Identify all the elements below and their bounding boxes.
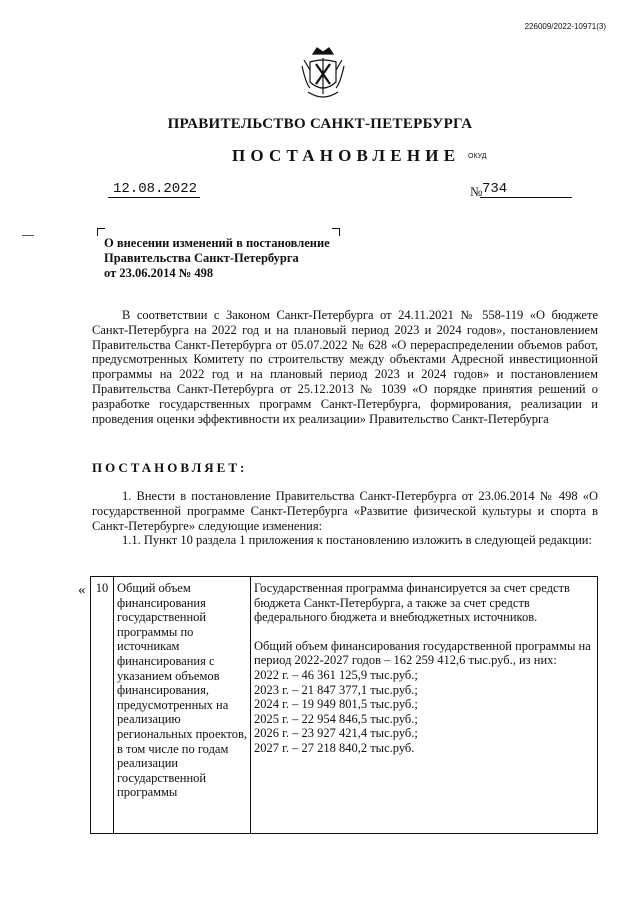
- bracket-top-right: [332, 228, 340, 236]
- date-underline: [108, 197, 200, 198]
- document-date: 12.08.2022: [113, 181, 198, 197]
- subject-line: Правительства Санкт-Петербурга: [104, 251, 299, 265]
- year-amount: 2024 г. – 19 949 801,5 тыс.руб.;: [254, 697, 418, 712]
- government-title: ПРАВИТЕЛЬСТВО САНКТ-ПЕТЕРБУРГА: [167, 116, 473, 132]
- margin-mark: [22, 235, 34, 236]
- number-underline: [480, 197, 572, 198]
- item-1: 1. Внести в постановление Правительства Санкт-Петербурга от 23.06.2014 № 498 «О государственной программе Санкт-Петербурга «Развитие физической культуры и спорта в Санкт-Петербурге» следующие изменения:: [92, 489, 598, 533]
- okud-label: ОКУД: [468, 153, 487, 160]
- number-sign: №: [470, 184, 483, 199]
- item-1-1: 1.1. Пункт 10 раздела 1 приложения к постановлению изложить в следующей редакции:: [122, 533, 592, 547]
- subject-line: О внесении изменений в постановление: [104, 236, 330, 250]
- year-amount: 2022 г. – 46 361 125,9 тыс.руб.;: [254, 667, 418, 682]
- financing-source-text: Государственная программа финансируется за счет средств бюджета Санкт-Петербурга, а также за счет средств федерального бюджета и внебюджетных источников.: [254, 581, 570, 625]
- table-row: [91, 577, 598, 834]
- document-id: 226009/2022-10971(3): [524, 22, 606, 31]
- year-amount: 2023 г. – 21 847 377,1 тыс.руб.;: [254, 682, 418, 697]
- bracket-top-left: [97, 228, 105, 236]
- document-type-title: ПОСТАНОВЛЕНИЕ: [232, 146, 461, 165]
- financing-total-text: Общий объем финансирования государственной программы на период 2022-2027 годов – 162 259 412,6 тыс.руб., из них:: [254, 638, 591, 668]
- preamble-paragraph: В соответствии с Законом Санкт-Петербурга от 24.11.2021 № 558-119 «О бюджете Санкт-Петербурга на 2022 год и на плановый период 2023 и 2024 годов», постановлением Правительства Санкт-Петербурга от 05.07.2022 № 628 «О перераспределении объемов работ, предусмотренных Комитету по строительству между объектами Адресной инвестиционной программы на 2022 год и на плановый период 2023 и 2024 годов» и постановлением Правительства Санкт-Петербурга от 25.12.2013 № 1039 «О порядке принятия решений о разработке государственных программ Санкт-Петербурга, формирования, реализации и проведения оценки эффективности их реализации» Правительство Санкт-Петербурга: [92, 308, 598, 426]
- year-amount: 2026 г. – 23 927 421,4 тыс.руб.;: [254, 726, 418, 741]
- financing-table: [90, 576, 598, 834]
- document-subject: [104, 236, 330, 281]
- year-amount: 2027 г. – 27 218 840,2 тыс.руб.: [254, 740, 415, 755]
- subject-line: от 23.06.2014 № 498: [104, 266, 214, 280]
- row-content: [251, 577, 598, 834]
- year-amount: 2025 г. – 22 954 846,5 тыс.руб.;: [254, 711, 418, 726]
- row-label: Общий объем финансирования государственной программы по источникам финансирования с указанием объемов финансирования, предусмотренных на реализацию региональных проектов, в том числе по годам реализации государственной программы: [114, 577, 251, 834]
- quote-mark: «: [78, 582, 86, 598]
- document-number: 734: [482, 181, 508, 197]
- resolves-heading: ПОСТАНОВЛЯЕТ:: [92, 460, 248, 475]
- row-number: 10: [91, 577, 114, 834]
- coat-of-arms-emblem: [300, 44, 346, 104]
